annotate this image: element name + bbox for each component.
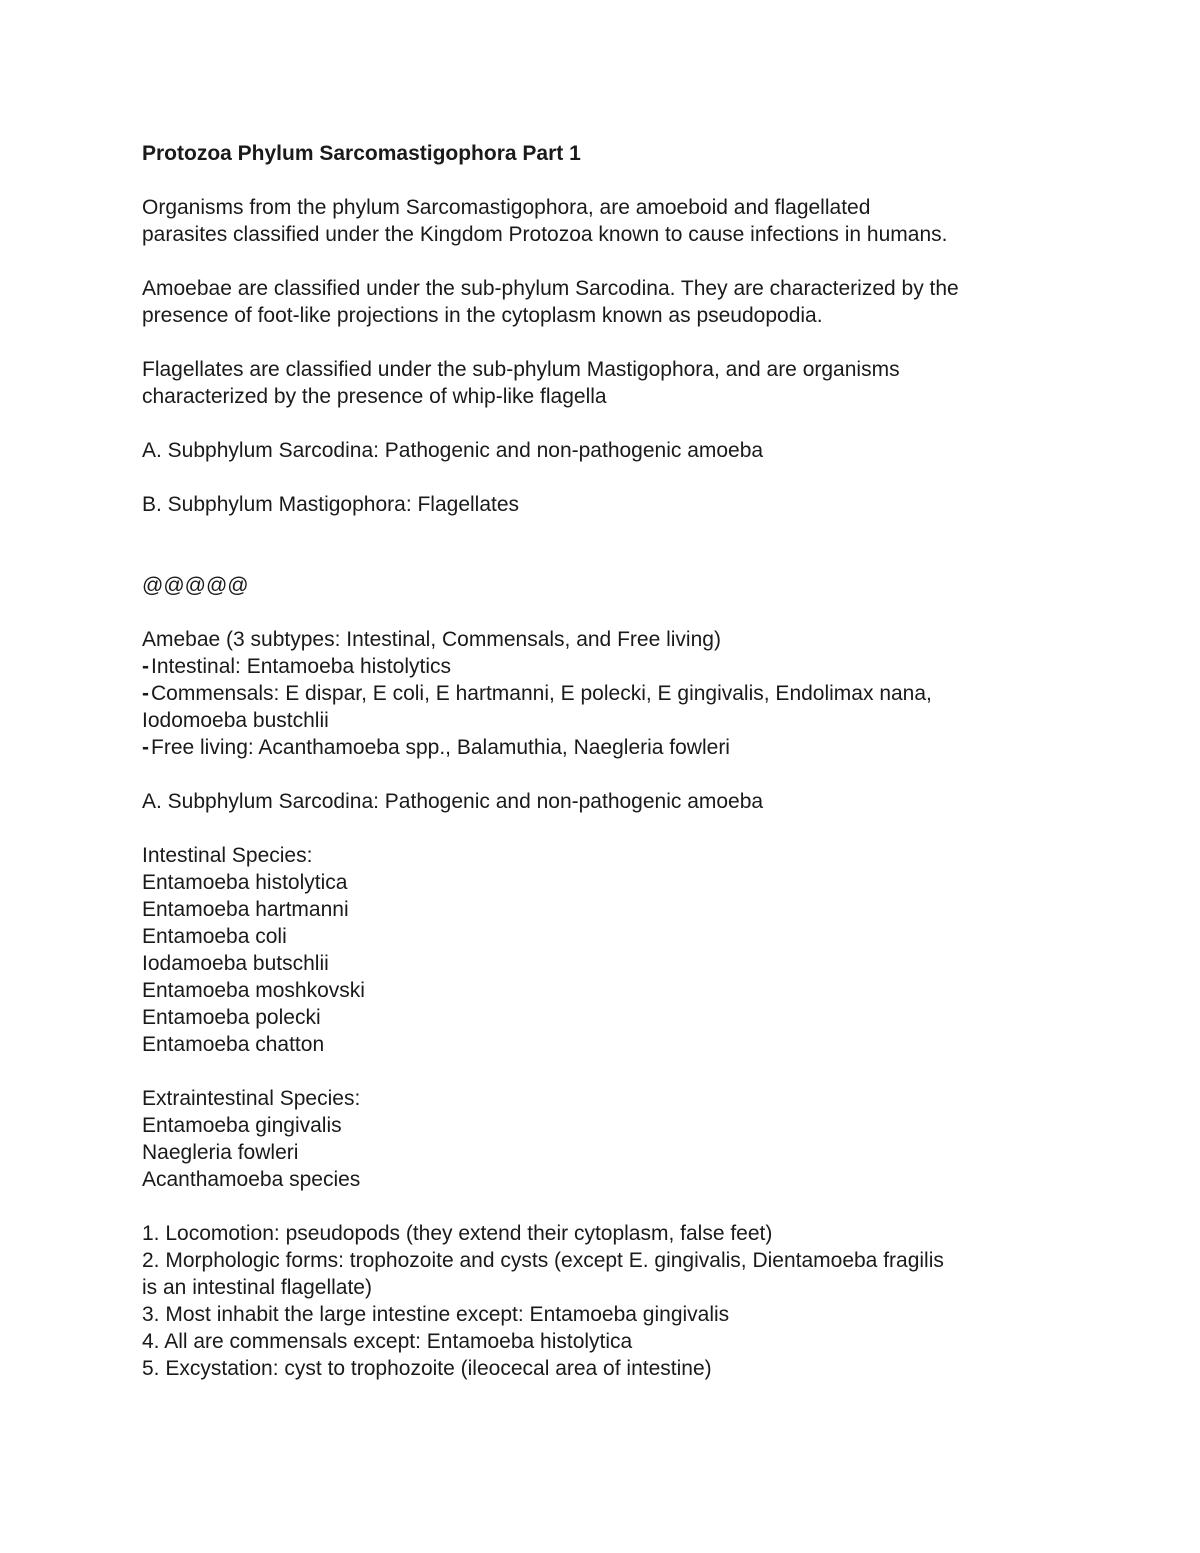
flagellates-paragraph-line: characterized by the presence of whip-like flagella — [142, 385, 607, 408]
flagellates-paragraph-line: Flagellates are classified under the sub-phylum Mastigophora, and are organisms — [142, 358, 900, 381]
section-a-heading-repeat: A. Subphylum Sarcodina: Pathogenic and non-pathogenic amoeba — [142, 790, 764, 813]
numbered-item-1: 1. Locomotion: pseudopods (they extend their cytoplasm, false feet) — [142, 1222, 773, 1245]
intestinal-species-item: Entamoeba histolytica — [142, 871, 348, 894]
intro-paragraph-line: Organisms from the phylum Sarcomastigophora, are amoeboid and flagellated — [142, 196, 871, 219]
amebae-item-label: Intestinal: Entamoeba histolytics — [151, 655, 451, 678]
document-page — [142, 140, 1082, 1382]
dash-bullet: - — [142, 682, 149, 705]
amebae-item-intestinal — [142, 653, 1082, 680]
amebae-item-commensals — [142, 680, 1082, 707]
amebae-item-label: Commensals: E dispar, E coli, E hartmanni, E polecki, E gingivalis, Endolimax nana, — [151, 682, 932, 705]
numbered-item-2-continued: is an intestinal flagellate) — [142, 1276, 372, 1299]
amoebae-paragraph-line: Amoebae are classified under the sub-phylum Sarcodina. They are characterized by the — [142, 277, 959, 300]
intestinal-species-item: Entamoeba hartmanni — [142, 898, 349, 921]
numbered-item-4: 4. All are commensals except: Entamoeba histolytica — [142, 1330, 633, 1353]
extraintestinal-species-item: Entamoeba gingivalis — [142, 1114, 342, 1137]
amoebae-paragraph-line: presence of foot-like projections in the cytoplasm known as pseudopodia. — [142, 304, 823, 327]
amebae-item-label: Free living: Acanthamoeba spp., Balamuthia, Naegleria fowleri — [151, 736, 730, 759]
intestinal-species-item: Entamoeba polecki — [142, 1006, 321, 1029]
extraintestinal-species-item: Naegleria fowleri — [142, 1141, 299, 1164]
intestinal-species-item: Entamoeba chatton — [142, 1033, 325, 1056]
intro-paragraph-line: parasites classified under the Kingdom Protozoa known to cause infections in humans. — [142, 223, 948, 246]
extraintestinal-species-item: Acanthamoeba species — [142, 1168, 361, 1191]
intestinal-species-item: Entamoeba moshkovski — [142, 979, 365, 1002]
intestinal-species-item: Entamoeba coli — [142, 925, 287, 948]
amebae-heading: Amebae (3 subtypes: Intestinal, Commensals, and Free living) — [142, 628, 721, 651]
document-title: Protozoa Phylum Sarcomastigophora Part 1 — [142, 142, 581, 165]
section-b-heading: B. Subphylum Mastigophora: Flagellates — [142, 493, 520, 516]
numbered-item-2: 2. Morphologic forms: trophozoite and cysts (except E. gingivalis, Dientamoeba fragilis — [142, 1249, 944, 1272]
extraintestinal-species-heading: Extraintestinal Species: — [142, 1087, 361, 1110]
intestinal-species-heading: Intestinal Species: — [142, 844, 313, 867]
dash-bullet: - — [142, 655, 149, 678]
numbered-item-5: 5. Excystation: cyst to trophozoite (ileocecal area of intestine) — [142, 1357, 712, 1380]
amebae-item-free-living — [142, 734, 1082, 761]
section-a-heading: A. Subphylum Sarcodina: Pathogenic and non-pathogenic amoeba — [142, 439, 764, 462]
dash-bullet: - — [142, 736, 149, 759]
intestinal-species-item: Iodamoeba butschlii — [142, 952, 329, 975]
numbered-item-3: 3. Most inhabit the large intestine except: Entamoeba gingivalis — [142, 1303, 730, 1326]
amebae-item-commensals-continued: Iodomoeba bustchlii — [142, 709, 329, 732]
section-divider: @@@@@ — [142, 574, 249, 597]
